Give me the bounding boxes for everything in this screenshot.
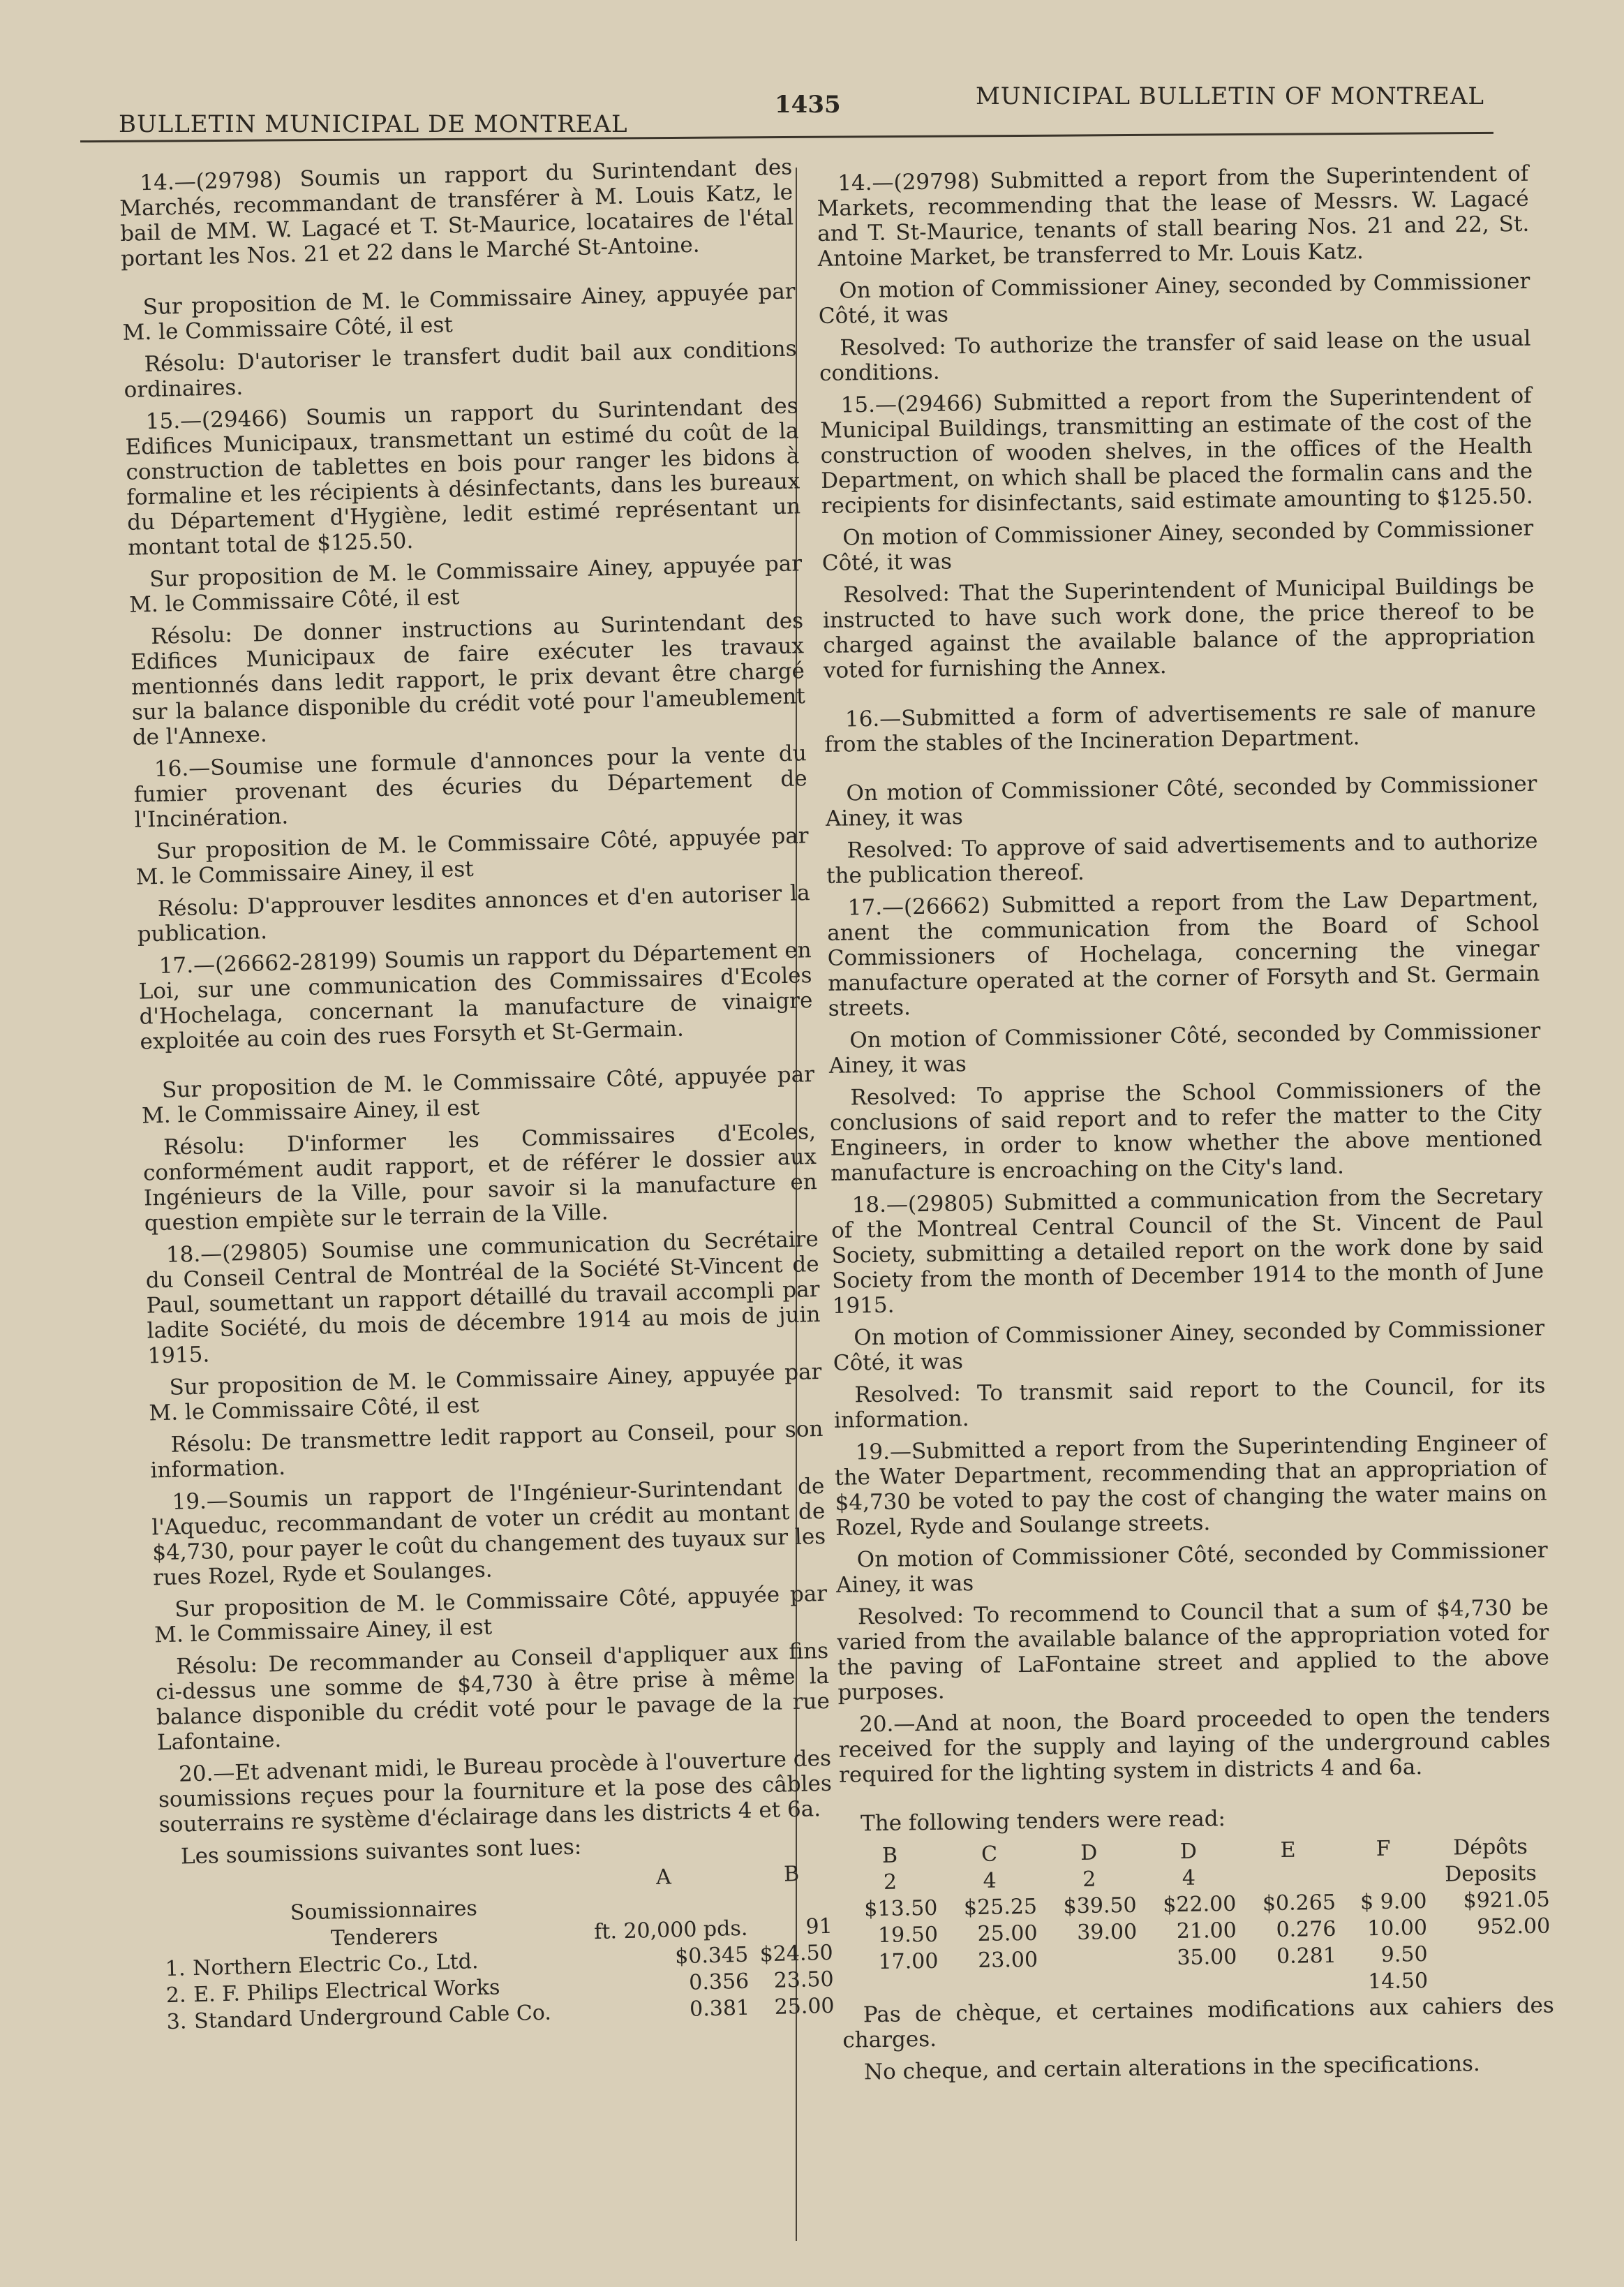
item-19-en: 19.—Submitted a report from the Superintending Engineer of the Water Department, recommending that an appropriation of $4,730 be voted to pay the cost of changing the water mains on Rozel, Ryde and Soulange streets. <box>834 1430 1547 1541</box>
tenderers-label-en: Tenderers <box>330 1923 438 1951</box>
table-cell: 21.00 <box>1176 1918 1237 1944</box>
table-cell <box>1240 1969 1340 1997</box>
item-18-en: 18.—(29805) Submitted a communication from the Secretary of the Montreal Central Council of the St. Vincent de Paul Society, submitting a detailed report on the work done by said Society from the month of December 1914 to the month of June 1915. <box>830 1183 1544 1319</box>
item-15-en: 15.—(29466) Submitted a report from the Superintendent of Municipal Buildings, transmitting an estimate of the cost of the construction of wooden shelves, in the offices of the Health Department, on which shall be placed the formalin cans and the recipients for disinfectants, said estimate amounting to $125.50. <box>819 383 1533 519</box>
table-cell <box>941 1974 1041 2001</box>
price-b: 23.50 <box>773 1967 835 1993</box>
motion-16-en: On motion of Commissioner Côté, seconded by Commissioner Ainey, it was <box>825 771 1537 831</box>
col-header: D <box>1179 1839 1198 1864</box>
item-19-fr: 19.—Soumis un rapport de l'Ingénieur-Surintendant de l'Aqueduc, recommandant de voter un crédit au montant de $4,730, pour payer le coût du changement des tuyaux sur les rues Rozel, Ryde et Soulanges. <box>151 1473 826 1591</box>
table-cell: $ 9.00 <box>1359 1889 1427 1915</box>
table-cell: 23.00 <box>977 1947 1038 1974</box>
french-column <box>119 154 837 2036</box>
item-14-en: 14.—(29798) Submitted a report from the Superintendent of Markets, recommending that the lease of Messrs. W. Lagacé and T. St-Maurice, tenants of stall bearing Nos. 21 and 22, St. Antoine Market, be transferred to Mr. Louis Katz. <box>817 161 1530 272</box>
table-cell: $921.05 <box>1463 1887 1550 1914</box>
table-cell: 9.50 <box>1380 1942 1428 1967</box>
page-header <box>119 75 1484 138</box>
resolution-15-en: Resolved: That the Superintendent of Municipal Buildings be instructed to have such work done, the price thereof to be charged against the available balance of the appropriation voted for furnishing the Annex. <box>822 572 1535 683</box>
note-en: No cheque, and certain alterations in the specifications. <box>863 2050 1481 2085</box>
tenderer-name: Standard Underground Cable Co. <box>193 2000 552 2034</box>
table-cell <box>842 1975 941 2003</box>
item-17-en: 17.—(26662) Submitted a report from the Law Department, anent the communication from the Board of School Commissioners of Hochelaga, concerning the vinegar manufacture operated at the corner of Forsyth and St. Germain streets. <box>826 885 1540 1021</box>
col-header: B <box>881 1843 898 1868</box>
table-cell <box>1041 1972 1140 2000</box>
resolution-14-fr: Résolu: D'autoriser le transfert dudit bail aux conditions ordinaires. <box>124 336 797 403</box>
col-header: C <box>981 1842 998 1867</box>
table-cell: $22.00 <box>1163 1891 1237 1918</box>
motion-19-fr: Sur proposition de M. le Commissaire Côté, appuyée par M. le Commissaire Ainey, il est <box>154 1581 828 1648</box>
resolution-15-fr: Résolu: De donner instructions au Surintendant des Edifices Municipaux de faire exécuter les travaux mentionnés dans ledit rapport, le prix devant être chargé sur la balance disponible du crédit voté pour l'ameublement de l'Annexe. <box>130 608 806 750</box>
table-cell: 10.00 <box>1366 1916 1428 1941</box>
col-header: E <box>1280 1837 1296 1863</box>
resolution-18-en: Resolved: To transmit said report to the Council, for its information. <box>833 1372 1546 1433</box>
col-header: F <box>1376 1836 1391 1862</box>
tenderer-name: Northern Electric Co., Ltd. <box>192 1949 479 1981</box>
motion-18-en: On motion of Commissioner Ainey, seconded by Commissioner Côté, it was <box>833 1315 1545 1376</box>
motion-19-en: On motion of Commissioner Côté, seconded by Commissioner Ainey, it was <box>836 1537 1548 1598</box>
tenders-read-fr: Les soumissions suivantes sont lues: <box>180 1834 582 1870</box>
item-20-en: 20.—And at noon, the Board proceeded to open the tenders received for the supply and laying of the underground cables required for the lighting system in districts 4 and 6a. <box>838 1702 1551 1788</box>
price-b: $24.50 <box>759 1940 834 1967</box>
motion-18-fr: Sur proposition de M. le Commissaire Ainey, appuyée par M. le Commissaire Côté, il est <box>149 1359 822 1426</box>
price-a: 0.381 <box>689 1995 750 2022</box>
table-cell <box>1041 1946 1140 1974</box>
table-cell: 952.00 <box>1476 1914 1551 1940</box>
units-a: ft. 20,000 pds. <box>593 1916 748 1945</box>
tenderers-label-fr: Soumissionnaires <box>290 1896 478 1925</box>
tenders-table-fr <box>161 1860 837 2036</box>
row-number: 3. <box>166 2009 187 2035</box>
motion-15-en: On motion of Commissioner Ainey, seconded by Commissioner Côté, it was <box>821 515 1534 576</box>
header-title-fr: BULLETIN MUNICIPAL DE MONTREAL <box>119 110 628 138</box>
table-cell: 0.276 <box>1276 1916 1336 1943</box>
col-subheader: Deposits <box>1445 1860 1537 1887</box>
table-cell: 35.00 <box>1177 1944 1237 1971</box>
header-title-en: MUNICIPAL BULLETIN OF MONTREAL <box>975 82 1484 110</box>
price-a: $0.345 <box>674 1942 749 1969</box>
resolution-17-fr: Résolu: D'informer les Commissaires d'Ecoles, conformément audit rapport, et de référer le dossier aux Ingénieurs de la Ville, pour savoir si la manufacture en question empiète sur le terrain de la Ville. <box>142 1119 818 1236</box>
table-cell: 17.00 <box>878 1948 939 1975</box>
resolution-14-en: Resolved: To authorize the transfer of said lease on the usual conditions. <box>819 325 1531 386</box>
item-17-fr: 17.—(26662-28199) Soumis un rapport du Département en Loi, sur une communication des Commissaires d'Ecoles d'Hochelaga, concernant la manufacture de vinaigre exploitée au coin des rues Forsyth et St-Germain. <box>138 938 813 1055</box>
col-subheader: 2 <box>1082 1867 1096 1892</box>
item-15-fr: 15.—(29466) Soumis un rapport du Surintendant des Edifices Municipaux, transmettant un estimé du coût de la construction de tablettes en bois pour ranger les bidons à formaline et les récipients à désinfectants, dans les bureaux du Département d'Hygiène, ledit estimé représentant un montant total de $125.50. <box>125 393 801 561</box>
col-b-header: B <box>783 1861 800 1887</box>
item-14-fr: 14.—(29798) Soumis un rapport du Surintendant des Marchés, recommandant de transférer à M. Louis Katz, le bail de MM. W. Lagacé et T. St-Maurice, locataires de l'étal portant les Nos. 21 et 22 dans le Marché St-Antoine. <box>119 154 794 272</box>
motion-16-fr: Sur proposition de M. le Commissaire Côté, appuyée par M. le Commissaire Ainey, il est <box>135 823 809 890</box>
col-header: D <box>1080 1840 1098 1865</box>
page-number: 1435 <box>775 91 841 119</box>
table-cell <box>1431 1967 1554 1994</box>
motion-14-fr: Sur proposition de M. le Commissaire Ainey, appuyée par M. le Commissaire Côté, il est <box>122 279 796 346</box>
resolution-19-en: Resolved: To recommend to Council that a sum of $4,730 be varied from the available balance of the appropriation voted for the paving of LaFontaine street and applied to the above purposes. <box>837 1594 1550 1705</box>
resolution-19-fr: Résolu: De recommander au Conseil d'appliquer aux fins ci-dessus une somme de $4,730 à être prise à même la balance disponible du crédit voté pour le pavage de la rue Lafontaine. <box>155 1638 830 1756</box>
motion-15-fr: Sur proposition de M. le Commissaire Ainey, appuyée par M. le Commissaire Côté, il est <box>128 551 803 618</box>
table-cell: $39.50 <box>1063 1893 1137 1919</box>
row-number: 2. <box>165 1983 186 2008</box>
item-16-en: 16.—Submitted a form of advertisements re sale of manure from the stables of the Incineration Department. <box>824 697 1537 757</box>
table-cell: 19.50 <box>877 1922 939 1948</box>
tenderer-name: E. F. Philips Electrical Works <box>193 1975 500 2008</box>
units-b: 91 <box>805 1914 833 1939</box>
price-b: 25.00 <box>774 1993 835 2020</box>
table-cell: 39.00 <box>1077 1919 1138 1946</box>
resolution-17-en: Resolved: To apprise the School Commissioners of the conclusions of said report and to refer the matter to the City Engineers, in order to know whether the above mentioned manufacture is encroaching on the City's land. <box>829 1075 1542 1186</box>
note-fr: Pas de chèque, et certaines modifications aux cahiers des charges. <box>842 1992 1555 2053</box>
tenders-read-en: The following tenders were read: <box>860 1806 1226 1837</box>
table-cell: $25.25 <box>963 1894 1038 1920</box>
resolution-16-fr: Résolu: D'approuver lesdites annonces et d'en autoriser la publication. <box>137 880 811 947</box>
table-cell: $0.265 <box>1262 1890 1336 1916</box>
motion-14-en: On motion of Commissioner Ainey, seconded by Commissioner Côté, it was <box>818 268 1530 329</box>
motion-17-en: On motion of Commissioner Côté, seconded by Commissioner Ainey, it was <box>828 1018 1541 1079</box>
resolution-18-fr: Résolu: De transmettre ledit rapport au Conseil, pour son information. <box>150 1416 824 1483</box>
table-cell <box>1430 1940 1554 1968</box>
col-subheader: 2 <box>883 1870 897 1895</box>
price-a: 0.356 <box>688 1969 750 1995</box>
resolution-16-en: Resolved: To approve of said advertisements and to authorize the publication thereof. <box>826 828 1538 889</box>
col-subheader: 4 <box>1182 1865 1196 1890</box>
item-18-fr: 18.—(29805) Soumise une communication du Secrétaire du Conseil Central de Montréal de la Société St-Vincent de Paul, soumettant un rapport détaillé du travail accompli par ladite Société, du mois de décembre 1914 au mois de juin 1915. <box>145 1226 821 1369</box>
table-cell: 14.50 <box>1367 1969 1429 1994</box>
col-header: Dépôts <box>1453 1835 1528 1860</box>
item-20-fr: 20.—Et advenant midi, le Bureau procède à l'ouverture des soumissions reçues pour la fourniture et la pose des câbles souterrains re système d'éclairage dans les districts 4 et 6a. <box>158 1745 833 1838</box>
table-cell: $13.50 <box>864 1895 938 1922</box>
tenders-table-en <box>840 1834 1554 2003</box>
table-cell: 0.281 <box>1276 1943 1337 1969</box>
row-number: 1. <box>165 1956 186 1982</box>
col-a-header: A <box>655 1865 672 1890</box>
col-subheader <box>1338 1862 1429 1890</box>
col-subheader <box>1238 1863 1338 1891</box>
col-subheader: 4 <box>983 1868 997 1893</box>
english-column <box>817 161 1555 2092</box>
table-cell: 25.00 <box>977 1920 1038 1947</box>
item-16-fr: 16.—Soumise une formule d'annonces pour la vente du fumier provenant des écuries du Département de l'Incinération. <box>133 741 807 833</box>
table-cell <box>1140 1971 1240 1999</box>
motion-17-fr: Sur proposition de M. le Commissaire Côté, appuyée par M. le Commissaire Ainey, il est <box>141 1062 815 1129</box>
